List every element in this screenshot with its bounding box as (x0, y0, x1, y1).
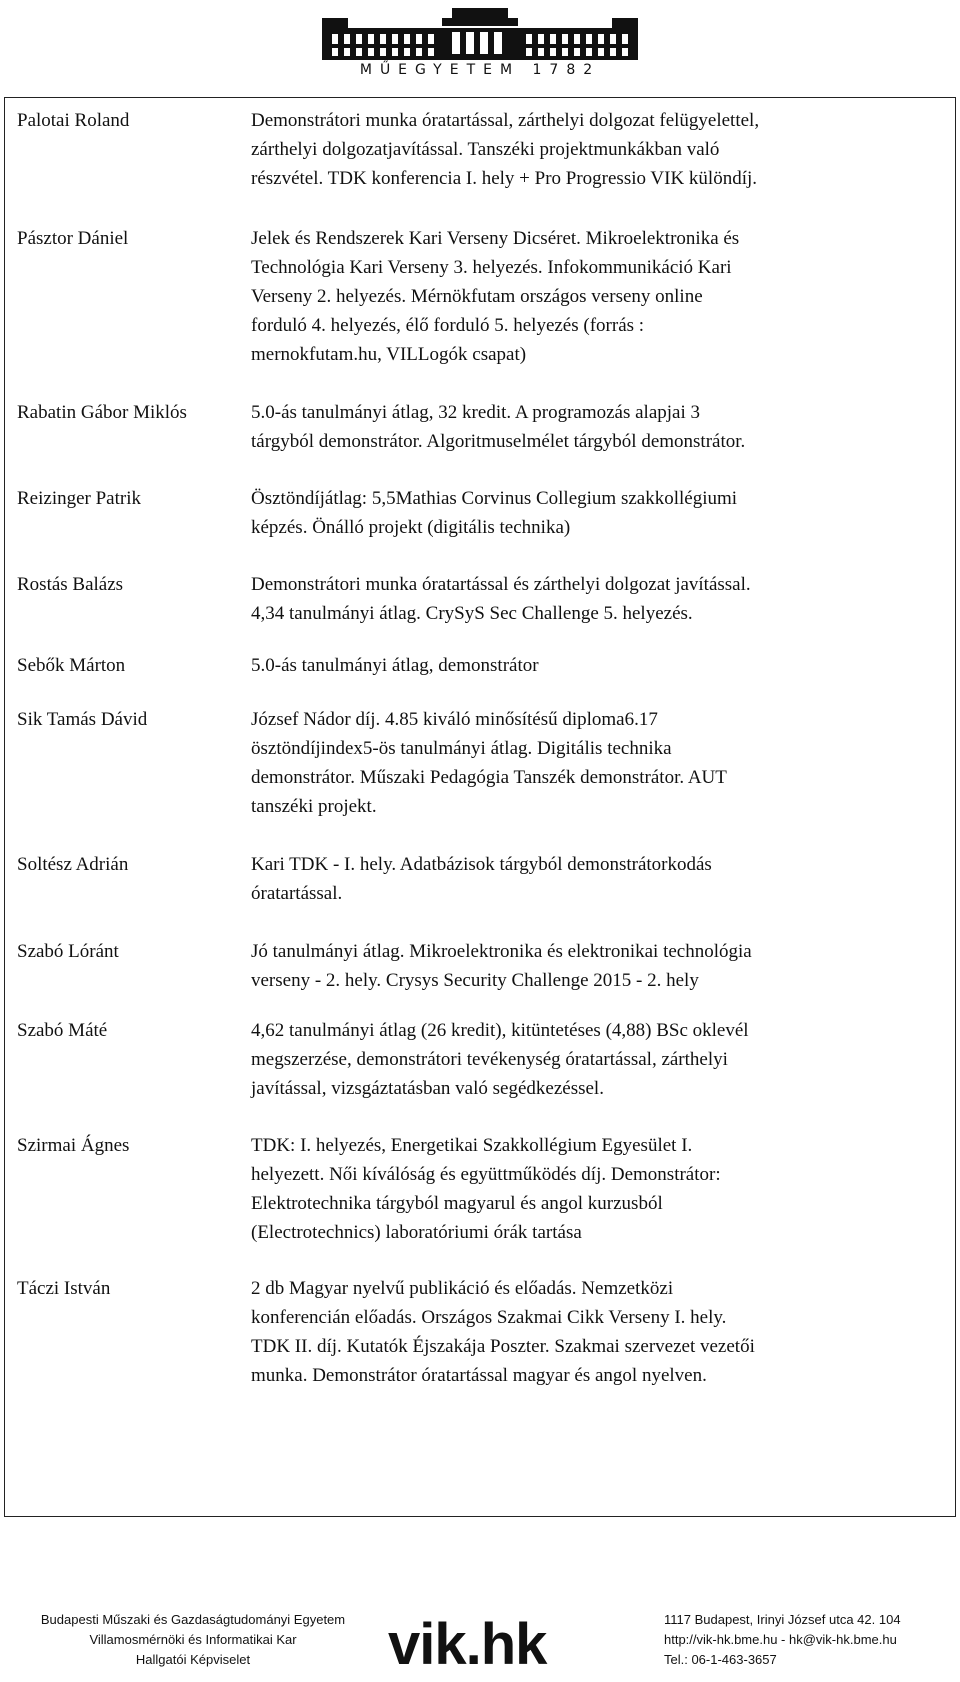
achievement-description (251, 570, 951, 628)
logo-caption: MŰEGYETEM 1782 (359, 62, 601, 78)
description-line: (Electrotechnics) laboratóriumi órák tartása (251, 1222, 582, 1243)
description-line: képzés. Önálló projekt (digitális technika) (251, 517, 571, 538)
achievement-description (251, 224, 951, 369)
description-line: tárgyból demonstrátor. Algoritmuselmélet tárgyból demonstrátor. (251, 431, 746, 452)
achievement-description (251, 651, 951, 680)
description-line: Jelek és Rendszerek Kari Verseny Dicséret. Mikroelektronika és (251, 228, 740, 249)
student-name: Szabó Máté (17, 1020, 108, 1041)
achievement-description (251, 106, 951, 193)
student-name: Soltész Adrián (17, 854, 129, 875)
description-line: Elektrotechnika tárgyból magyarul és angol kurzusból (251, 1193, 663, 1214)
description-line: javítással, vizsgáztatásban való segédkezéssel. (251, 1078, 604, 1099)
description-line: konferencián előadás. Országos Szakmai Cikk Verseny I. hely. (251, 1307, 727, 1328)
description-line: Demonstrátori munka óratartással, zárthelyi dolgozat felügyelettel, (251, 110, 760, 131)
description-line: demonstrátor. Műszaki Pedagógia Tanszék demonstrátor. AUT (251, 767, 727, 788)
achievement-description (251, 1274, 951, 1390)
description-line: munka. Demonstrátor óratartással magyar és angol nyelven. (251, 1365, 707, 1386)
footer-faculty: Villamosmérnöki és Informatikai Kar (89, 1632, 297, 1647)
footer-address: 1117 Budapest, Irinyi József utca 42. 104 (664, 1612, 901, 1627)
description-line: részvétel. TDK konferencia I. hely + Pro Progressio VIK különdíj. (251, 168, 758, 189)
achievement-description (251, 1016, 951, 1103)
description-line: Demonstrátori munka óratartással és zárthelyi dolgozat javítással. (251, 574, 751, 595)
student-name: Rostás Balázs (17, 574, 124, 595)
footer-web-email: http://vik-hk.bme.hu - hk@vik-hk.bme.hu (664, 1632, 897, 1647)
student-name: Sik Tamás Dávid (17, 709, 148, 730)
student-name: Szabó Lóránt (17, 941, 119, 962)
footer-council: Hallgatói Képviselet (135, 1652, 251, 1667)
student-name: Sebők Márton (17, 655, 126, 676)
description-line: mernokfutam.hu, VILLogók csapat) (251, 344, 527, 365)
student-name: Rabatin Gábor Miklós (17, 402, 187, 423)
description-line: megszerzése, demonstrátori tevékenység óratartással, zárthelyi (251, 1049, 728, 1070)
description-line: 2 db Magyar nyelvű publikáció és előadás. Nemzetközi (251, 1278, 674, 1299)
student-name: Pásztor Dániel (17, 228, 129, 249)
description-line: TDK: I. helyezés, Energetikai Szakkollégium Egyesület I. (251, 1135, 693, 1156)
student-name: Reizinger Patrik (17, 488, 141, 509)
student-name: Palotai Roland (17, 110, 130, 131)
footer-contact (664, 1610, 954, 1670)
description-line: Verseny 2. helyezés. Mérnökfutam országos verseny online (251, 286, 703, 307)
description-line: Ösztöndíjátlag: 5,5Mathias Corvinus Collegium szakkollégiumi (251, 488, 738, 509)
achievement-description (251, 937, 951, 995)
description-line: Kari TDK - I. hely. Adatbázisok tárgyból demonstrátorkodás (251, 854, 712, 875)
footer-institution (28, 1610, 358, 1670)
description-line: 5.0-ás tanulmányi átlag, demonstrátor (251, 655, 539, 676)
description-line: 4,62 tanulmányi átlag (26 kredit), kitüntetéses (4,88) BSc oklevél (251, 1020, 749, 1041)
description-line: zárthelyi dolgozatjavítással. Tanszéki projektmunkákban való (251, 139, 720, 160)
achievement-description (251, 1131, 951, 1247)
description-line: verseny - 2. hely. Crysys Security Challenge 2015 - 2. hely (251, 970, 699, 991)
description-line: 5.0-ás tanulmányi átlag, 32 kredit. A programozás alapjai 3 (251, 402, 701, 423)
vik-hk-logo: vik.hk (388, 1612, 547, 1677)
student-name: Táczi István (17, 1278, 111, 1299)
awards-table (4, 97, 956, 1517)
description-line: helyezett. Női kíválóság és együttműködés díj. Demonstrátor: (251, 1164, 721, 1185)
description-line: TDK II. díj. Kutatók Éjszakája Poszter. Szakmai szervezet vezetői (251, 1336, 755, 1357)
description-line: forduló 4. helyezés, élő forduló 5. helyezés (forrás : (251, 315, 645, 336)
description-line: óratartással. (251, 883, 343, 904)
description-line: Technológia Kari Verseny 3. helyezés. Infokommunikáció Kari (251, 257, 732, 278)
achievement-description (251, 705, 951, 821)
description-line: Jó tanulmányi átlag. Mikroelektronika és elektronikai technológia (251, 941, 752, 962)
description-line: tanszéki projekt. (251, 796, 377, 817)
description-line: József Nádor díj. 4.85 kiváló minősítésű diploma6.17 (251, 709, 658, 730)
description-line: 4,34 tanulmányi átlag. CrySyS Sec Challenge 5. helyezés. (251, 603, 693, 624)
footer (0, 1606, 960, 1682)
description-line: ösztöndíjindex5-ös tanulmányi átlag. Digitális technika (251, 738, 672, 759)
achievement-description (251, 850, 951, 908)
achievement-description (251, 484, 951, 542)
student-name: Szirmai Ágnes (17, 1135, 130, 1156)
footer-phone: Tel.: 06-1-463-3657 (664, 1652, 777, 1667)
achievement-description (251, 398, 951, 456)
footer-university: Budapesti Műszaki és Gazdaságtudományi Egyetem (40, 1612, 346, 1627)
